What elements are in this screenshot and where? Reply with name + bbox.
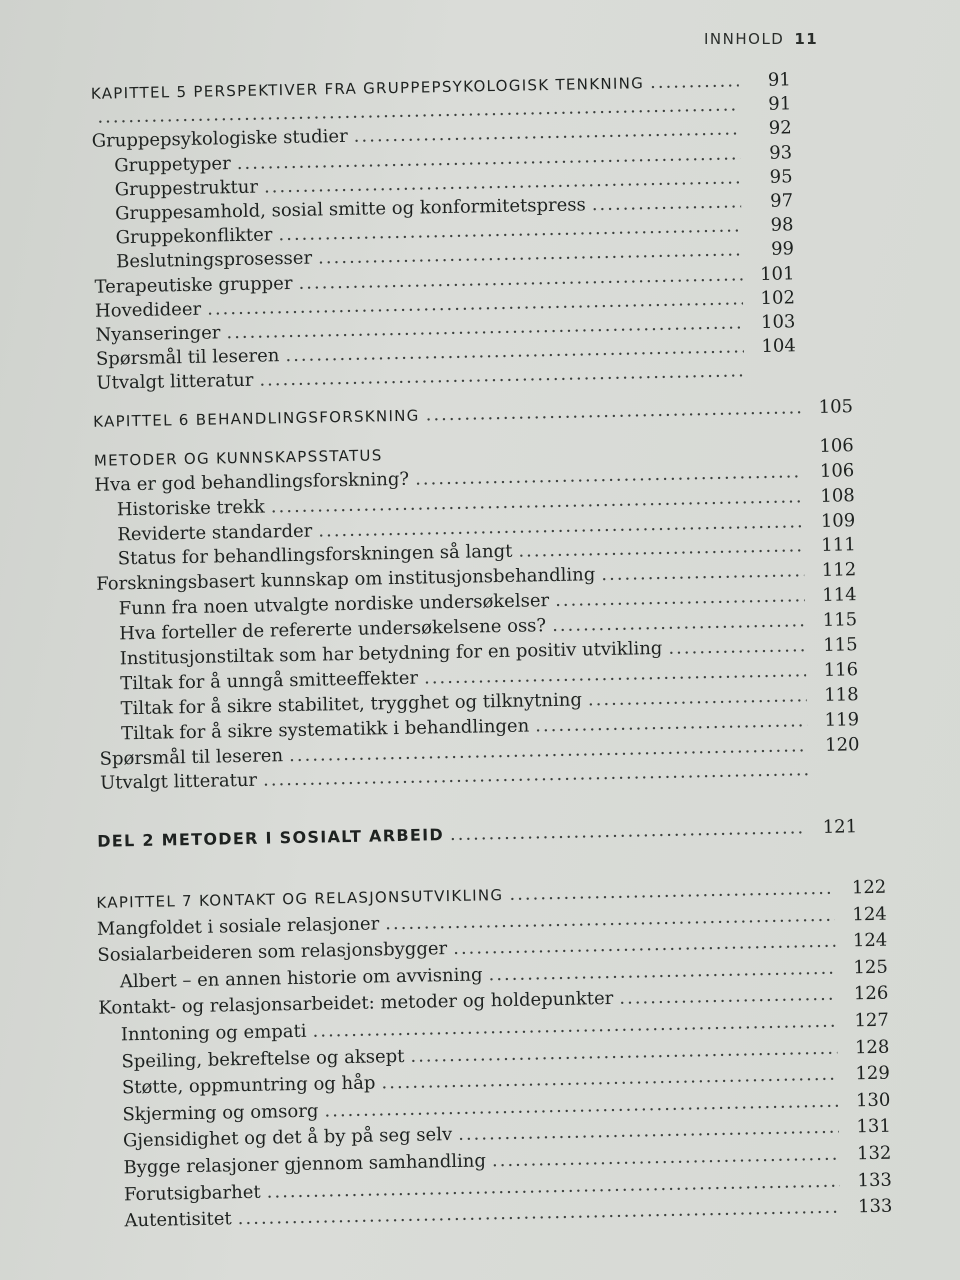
toc-page-number: 105: [818, 396, 854, 418]
toc-entry-label: KAPITTEL 5 PERSPEKTIVER FRA GRUPPEPSYKOLOGISK TENKNING: [90, 74, 645, 103]
toc-page-number: 124: [852, 903, 887, 925]
toc-entry-label: Hovedideer: [94, 298, 202, 322]
toc-page-number: 120: [824, 733, 860, 756]
toc-entry-label: Tiltak for å unngå smitteeffekter: [120, 667, 419, 695]
toc-entry-label: Gruppestruktur: [114, 176, 259, 201]
toc-entry-label: Institusjonstiltak som har betydning for en positiv utvikling: [119, 637, 663, 670]
toc-entry-label: Gruppetyper: [114, 152, 231, 176]
toc-entry-label: Forskningsbasert kunnskap om institusjonsbehandling: [96, 564, 596, 596]
toc-block: [91, 68, 797, 396]
toc-entry-label: KAPITTEL 7 KONTAKT OG RELASJONSUTVIKLING: [96, 886, 504, 912]
header-page-number: 11: [794, 30, 819, 48]
leader-dots: [668, 634, 806, 662]
toc-entry-label: METODER OG KUNNSKAPSSTATUS: [93, 446, 383, 470]
toc-page-number: 126: [853, 983, 889, 1005]
toc-entry-label: Funn fra noen utvalgte nordiske undersøkelser: [118, 590, 550, 620]
toc-page-number: 112: [821, 559, 857, 582]
toc-page-number: 106: [819, 459, 855, 482]
toc-page-number: 115: [823, 634, 858, 656]
toc-entry-label: Utvalgt litteratur: [96, 369, 254, 394]
toc-entry-label: Kontakt- og relasjonsarbeidet: metoder og holdepunkter: [98, 988, 614, 1020]
toc-page-number: 99: [770, 238, 795, 261]
leader-dots: [650, 69, 739, 95]
leader-dots: [591, 190, 741, 217]
toc-entry-label: Gruppesamhold, sosial smitte og konformitetspress: [114, 194, 586, 225]
toc-page-number: 97: [769, 190, 794, 212]
toc-block: [96, 875, 892, 1236]
toc-page-number: 124: [852, 929, 888, 952]
toc-page-number: 118: [824, 683, 859, 706]
toc-chapter-heading: [93, 395, 853, 434]
toc-page-number: 91: [768, 93, 792, 115]
toc-entry-label: Gruppekonflikter: [115, 224, 273, 249]
toc-page-number: 108: [820, 484, 855, 507]
toc-page-number: 101: [759, 262, 795, 285]
toc-entry-label: Hva forteller de refererte undersøkelsene oss?: [119, 615, 547, 645]
toc-page-number: 114: [822, 584, 857, 607]
toc-entry-label: Sosialarbeideren som relasjonsbygger: [97, 938, 448, 966]
toc-page-number: 125: [853, 956, 888, 979]
toc-entry-label: Skjerming og omsorg: [122, 1100, 319, 1126]
toc-page-number: 115: [822, 609, 858, 631]
toc-entry-label: Reviderte standarder: [117, 520, 313, 545]
toc-page-number: 98: [770, 214, 794, 236]
toc-page-number: 127: [854, 1009, 890, 1032]
toc-entry-label: Status for behandlingsforskningen så langt: [117, 541, 513, 570]
toc-entry-label: Albert – en annen historie om avvisning: [119, 964, 483, 993]
toc-entry-label: Autentisitet: [124, 1208, 232, 1232]
toc-entry-label: Utvalgt litteratur: [99, 770, 258, 795]
toc-page-number: 129: [855, 1062, 891, 1085]
toc-page-number: 102: [760, 286, 796, 309]
toc-page-number: 133: [857, 1195, 893, 1218]
toc-page-number: 131: [856, 1115, 892, 1138]
leader-dots: [450, 816, 806, 847]
toc-page-number: [814, 775, 860, 776]
toc-entry-label: Speiling, bekreftelse og aksept: [121, 1045, 405, 1072]
toc-entry-label: Tiltak for å sikre systematikk i behandlingen: [120, 715, 530, 745]
toc-page-number: 122: [851, 876, 887, 899]
toc-entry-label: Terapeutiske grupper: [94, 272, 293, 298]
toc-entry-label: DEL 2 METODER I SOSIALT ARBEID: [97, 825, 445, 851]
toc-entry-label: Historiske trekk: [116, 496, 265, 521]
leader-dots: [425, 396, 801, 428]
toc-entry-label: Spørsmål til leseren: [99, 744, 284, 770]
leader-dots: [619, 982, 837, 1013]
header-title: INNHOLD: [704, 30, 785, 48]
toc-entry-label: KAPITTEL 6 BEHANDLINGSFORSKNING: [93, 406, 420, 431]
toc-entry-label: Hva er god behandlingsforskning?: [94, 468, 410, 496]
toc-page-number: 93: [769, 141, 793, 164]
toc-entry-label: Inntoning og empati: [120, 1020, 307, 1046]
toc-entry-label: Mangfoldet i sosiale relasjoner: [96, 912, 380, 940]
toc-page-number: 128: [854, 1036, 890, 1058]
toc-page-number: 92: [768, 117, 792, 140]
toc-page-number: 95: [769, 166, 793, 188]
toc-page-number: 130: [855, 1089, 891, 1112]
toc-page-number: 133: [857, 1169, 893, 1191]
running-header: [704, 30, 818, 48]
toc-entry-label: Spørsmål til leseren: [95, 345, 280, 370]
toc-page-number: 103: [760, 311, 796, 333]
toc-entry-label: Tiltak for å sikre stabilitet, trygghet og tilknytning: [120, 689, 583, 720]
toc-entry-label: Nyanseringer: [95, 322, 221, 346]
toc-entry-label: Beslutningsprosesser: [115, 247, 313, 273]
toc-page-number: 111: [821, 534, 856, 557]
toc-page-number: 119: [824, 708, 860, 731]
toc-entry-label: Forutsigbarhet: [123, 1181, 261, 1205]
toc-block: [97, 815, 857, 854]
toc-page-number: 132: [856, 1142, 892, 1165]
toc-page-number: [750, 376, 796, 377]
toc-page-number: 106: [819, 435, 854, 457]
toc-entry-label: Gruppepsykologiske studier: [91, 126, 348, 153]
toc-entry-label: Bygge relasjoner gjennom samhandling: [123, 1150, 487, 1179]
toc-page-number: 109: [820, 509, 856, 532]
table-of-contents: [0, 55, 958, 1232]
toc-block: [93, 395, 860, 797]
toc-entry-label: Støtte, oppmuntring og håp: [121, 1072, 376, 1099]
toc-page-number: 104: [761, 335, 797, 358]
toc-entry-label: Gjensidighet og det å by på seg selv: [122, 1124, 453, 1152]
toc-part-heading: [97, 815, 857, 854]
toc-page-number: 121: [822, 816, 858, 838]
toc-page-number: 91: [767, 69, 791, 91]
toc-page-number: 116: [823, 659, 859, 681]
